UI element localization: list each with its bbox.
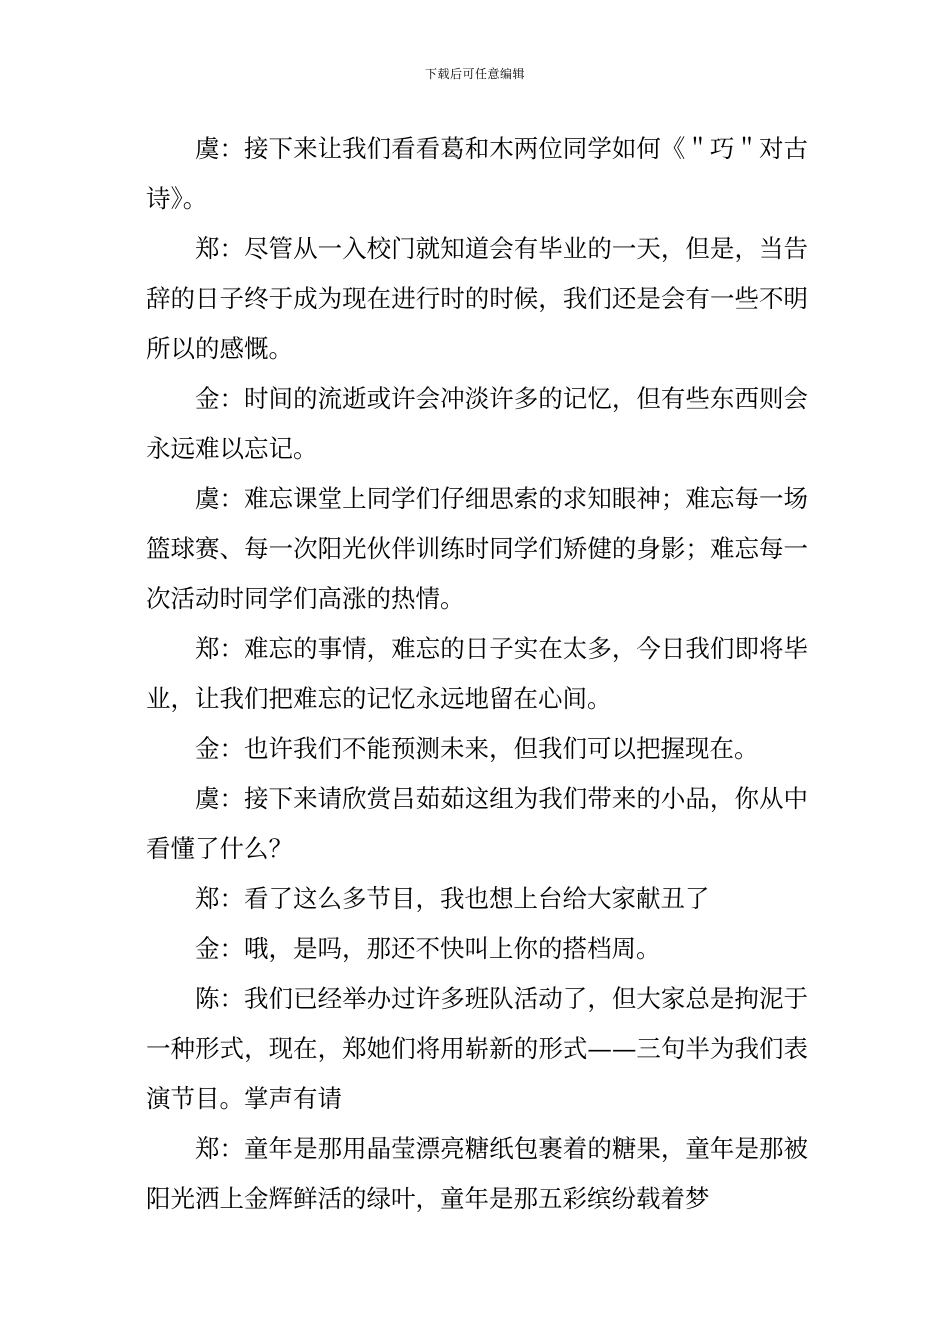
paragraph-6: 金：也许我们不能预测未来，但我们可以把握现在。 (195, 734, 759, 763)
paragraph-2: 郑：尽管从一入校门就知道会有毕业的一天，但是，当告辞的日子终于成为现在进行时的时候，我们还是会有一些不明所以的感慨。 (146, 234, 808, 363)
paragraph-4: 虞：难忘课堂上同学们仔细思索的求知眼神；难忘每一场篮球赛、每一次阳光伙伴训练时同学们矫健的身影；难忘每一次活动时同学们高涨的热情。 (146, 484, 808, 613)
paragraph-8: 郑：看了这么多节目，我也想上台给大家献丑了 (195, 884, 710, 913)
paragraph-5: 郑：难忘的事情，难忘的日子实在太多，今日我们即将毕业，让我们把难忘的记忆永远地留在心间。 (146, 634, 808, 713)
paragraph-7: 虞：接下来请欣赏吕茹茹这组为我们带来的小品，你从中看懂了什么？ (146, 784, 808, 863)
paragraph-9: 金：哦，是吗，那还不快叫上你的搭档周。 (195, 934, 661, 963)
paragraph-1: 虞：接下来让我们看看葛和木两位同学如何《＂巧＂对古诗》。 (146, 134, 808, 213)
paragraph-3: 金：时间的流逝或许会冲淡许多的记忆，但有些东西则会永远难以忘记。 (146, 384, 808, 463)
document-body (146, 124, 808, 1224)
paragraph-10: 陈：我们已经举办过许多班队活动了，但大家总是拘泥于一种形式，现在，郑她们将用崭新的形式——三句半为我们表演节目。掌声有请 (146, 984, 808, 1113)
page-header: 下载后可任意编辑 (424, 67, 525, 81)
paragraph-11: 郑：童年是那用晶莹漂亮糖纸包裹着的糖果，童年是那被阳光洒上金辉鲜活的绿叶，童年是那五彩缤纷载着梦 (146, 1134, 808, 1213)
